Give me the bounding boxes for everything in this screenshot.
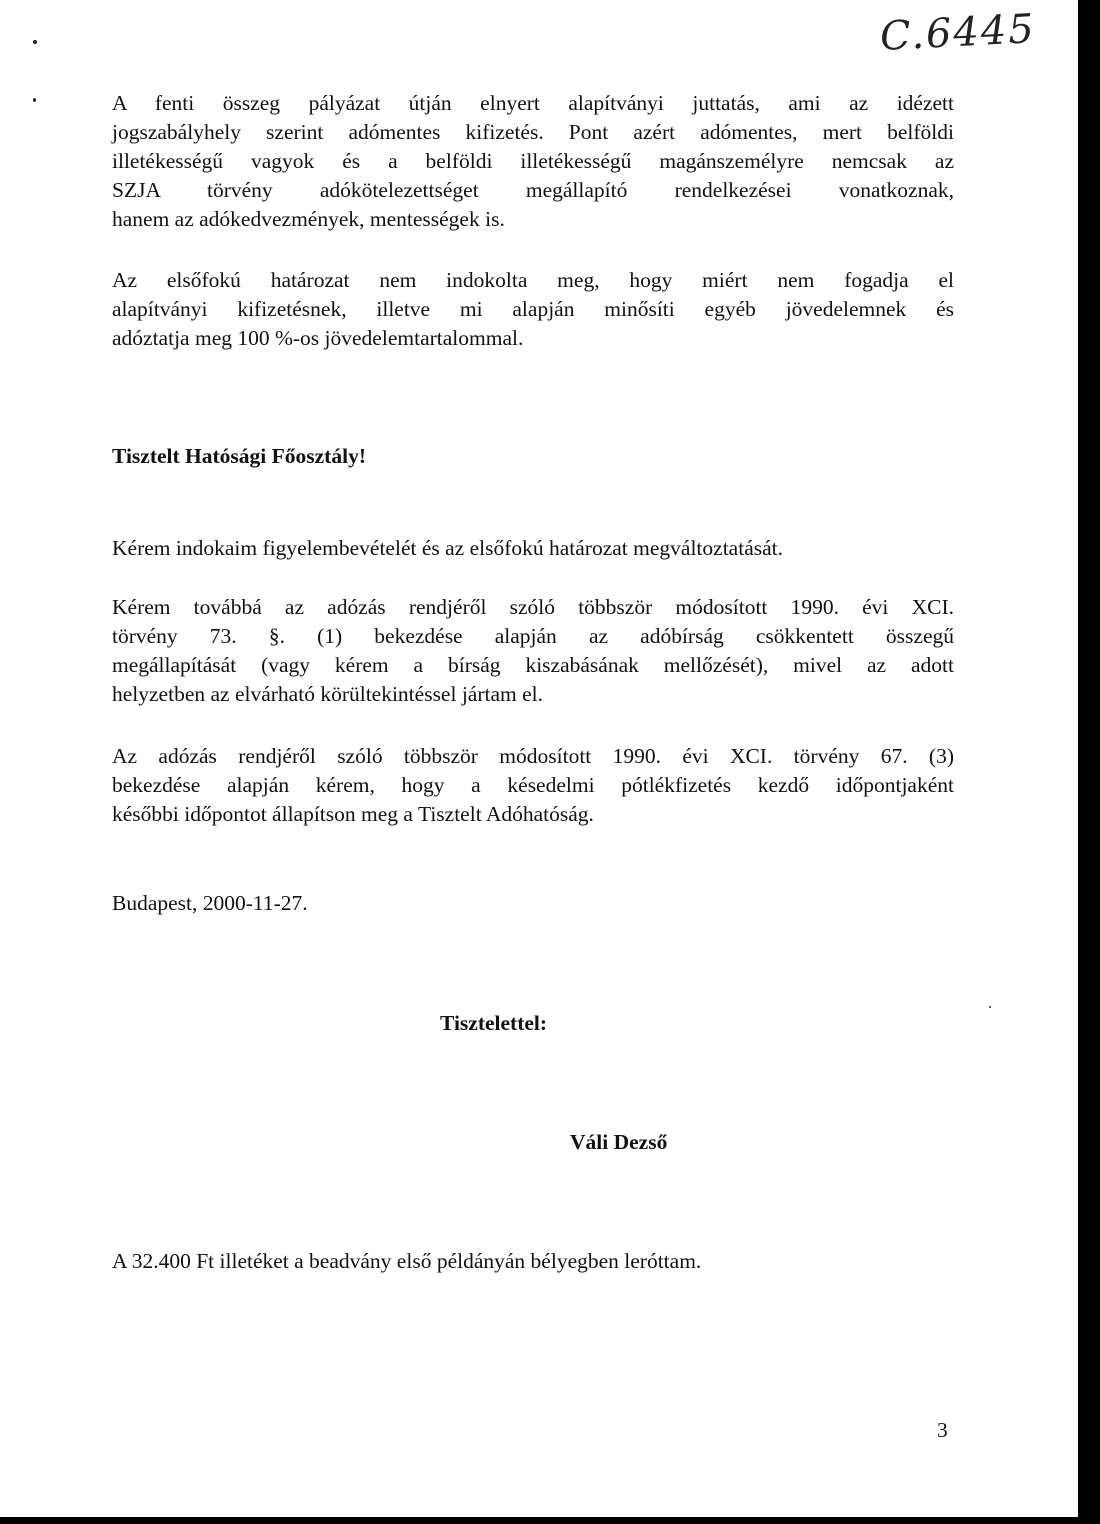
paragraph-first-instance-decision <box>112 266 954 353</box>
text-line: SZJA törvény adókötelezettséget megállapító rendelkezései vonatkoznak, <box>112 178 954 202</box>
salutation: Tisztelt Hatósági Főosztály! <box>112 444 366 468</box>
text-line: jogszabályhely szerint adómentes kifizetés. Pont azért adómentes, mert belföldi <box>112 120 954 144</box>
text-line: megállapítását (vagy kérem a bírság kiszabásának mellőzését), mivel az adott <box>112 653 954 677</box>
text-line: Az elsőfokú határozat nem indokolta meg, hogy miért nem fogadja el <box>112 268 954 292</box>
page-number: 3 <box>937 1418 948 1442</box>
paragraph-request-change <box>112 534 954 563</box>
text-line: Az adózás rendjéről szóló többször módosított 1990. évi XCI. törvény 67. (3) <box>112 744 954 768</box>
paragraph-tax-exemption <box>112 89 954 234</box>
scan-speck <box>33 98 36 102</box>
paragraph-late-fee-start <box>112 742 954 829</box>
text-line: illetékességű vagyok és a belföldi illetékességű magánszemélyre nemcsak az <box>112 149 954 173</box>
text-line: alapítványi kifizetésnek, illetve mi alapján minősíti egyéb jövedelemnek és <box>112 297 954 321</box>
scan-border-bottom <box>0 1517 1100 1524</box>
paragraph-penalty-reduction <box>112 593 954 709</box>
scan-border-right <box>1078 0 1100 1524</box>
document-date: Budapest, 2000-11-27. <box>112 891 308 915</box>
text-line: későbbi időpontot állapítson meg a Tisztelt Adóhatóság. <box>112 802 594 826</box>
text-line: adóztatja meg 100 %-os jövedelemtartalommal. <box>112 326 524 350</box>
text-line: helyzetben az elvárható körültekintéssel jártam el. <box>112 682 544 706</box>
text-line: A fenti összeg pályázat útján elnyert alapítványi juttatás, ami az idézett <box>112 91 954 115</box>
text-line: bekezdése alapján kérem, hogy a késedelmi pótlékfizetés kezdő időpontjaként <box>112 773 954 797</box>
scan-speck <box>989 1006 991 1008</box>
text-line: Kérem indokaim figyelembevételét és az elsőfokú határozat megváltoztatását. <box>112 536 783 560</box>
text-line: Kérem továbbá az adózás rendjéről szóló többször módosított 1990. évi XCI. <box>112 595 954 619</box>
closing-phrase: Tisztelettel: <box>440 1011 548 1035</box>
signature-name: Váli Dezső <box>570 1130 668 1154</box>
handwritten-reference-number: C.6445 <box>878 5 1037 61</box>
fee-note: A 32.400 Ft illetéket a beadvány első példányán bélyegben leróttam. <box>112 1249 702 1273</box>
text-line: törvény 73. §. (1) bekezdése alapján az adóbírság csökkentett összegű <box>112 624 954 648</box>
scan-speck <box>33 40 37 44</box>
text-line: hanem az adókedvezmények, mentességek is. <box>112 207 505 231</box>
